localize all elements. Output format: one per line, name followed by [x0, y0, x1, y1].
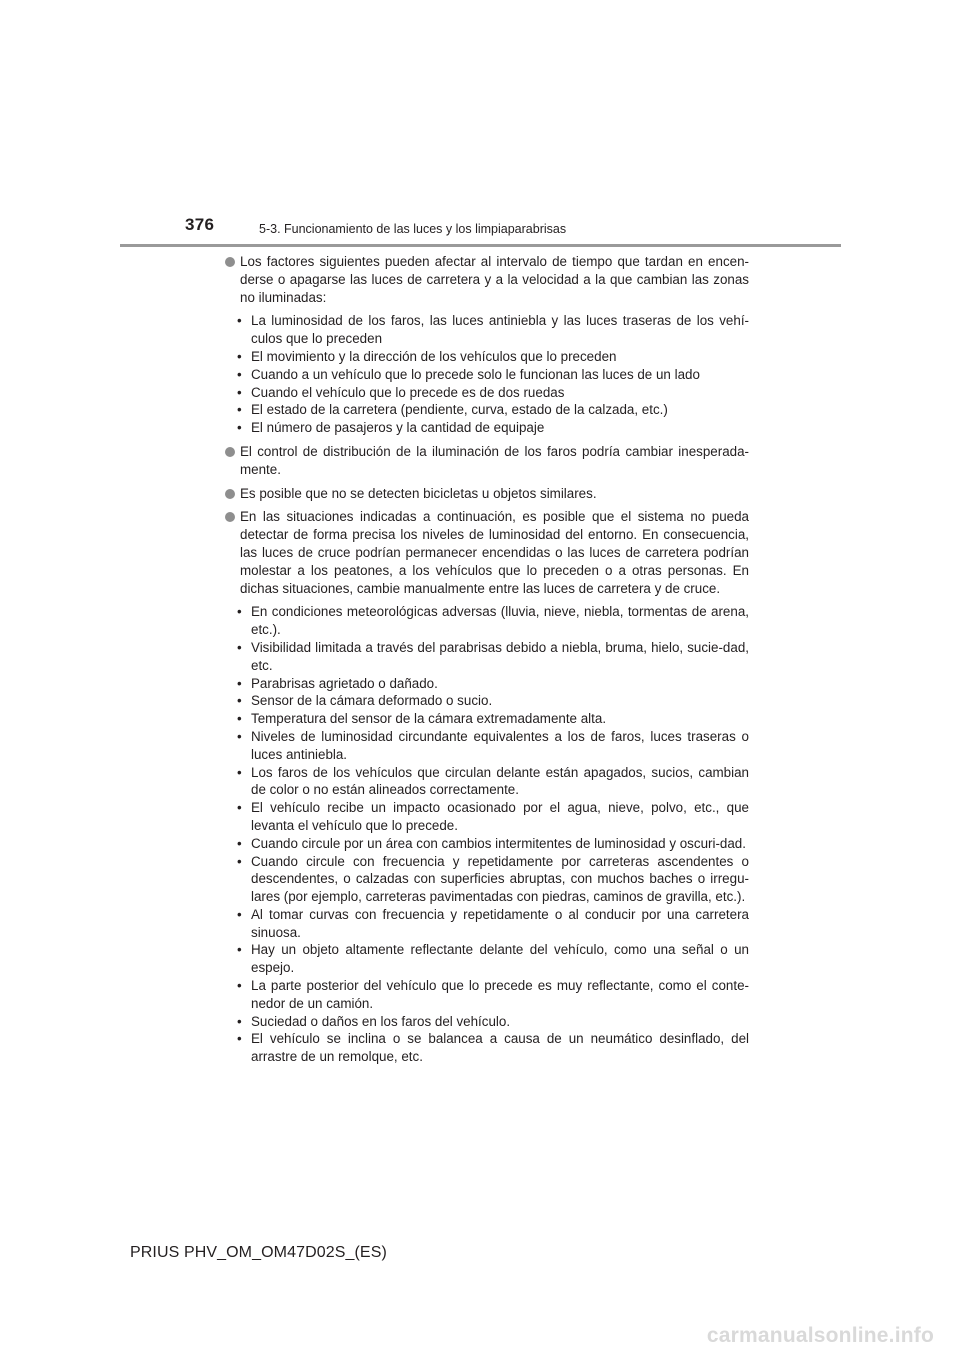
sub-list-item	[225, 603, 749, 639]
bullet-item	[225, 253, 749, 306]
sub-list	[225, 312, 749, 437]
sub-list-item	[225, 835, 749, 853]
sub-bullet-icon: •	[237, 764, 242, 780]
sub-item-text: La luminosidad de los faros, las luces antiniebla y las luces traseras de los vehí-culos que lo preceden	[251, 313, 749, 347]
bullet-text: Los factores siguientes pueden afectar al intervalo de tiempo que tardan en encen-derse o apagarse las luces de carretera y a la velocidad a la que cambian las zonas no iluminadas:	[240, 254, 749, 305]
bullet-text: Es posible que no se detecten bicicletas u objetos similares.	[240, 485, 597, 501]
sub-item-text: Suciedad o daños en los faros del vehículo.	[251, 1013, 511, 1029]
sub-list-item	[225, 692, 749, 710]
sub-item-text: Los faros de los vehículos que circulan delante están apagados, sucios, cambian de color o no están alineados correctamente.	[251, 764, 749, 798]
sub-item-text: El vehículo recibe un impacto ocasionado por el agua, nieve, polvo, etc., que levanta el vehículo que lo precede.	[251, 800, 749, 833]
bullet-text: El control de distribución de la iluminación de los faros podría cambiar inesperada-mente.	[240, 443, 749, 477]
bullet-item	[225, 485, 749, 503]
sub-item-text: Niveles de luminosidad circundante equivalentes a los de faros, luces traseras o luces antiniebla.	[251, 728, 749, 762]
sub-bullet-icon: •	[237, 402, 242, 418]
sub-bullet-icon: •	[237, 711, 242, 727]
sub-list-item	[225, 675, 749, 693]
sub-list-item	[225, 348, 749, 366]
watermark-logo: carmanualsonline.info	[706, 1324, 934, 1347]
sub-list-item	[225, 639, 749, 675]
sub-bullet-icon: •	[237, 639, 242, 655]
sub-item-text: El estado de la carretera (pendiente, curva, estado de la calzada, etc.)	[251, 402, 668, 418]
sub-item-text: La parte posterior del vehículo que lo precede es muy reflectante, como el conte-nedor de un camión.	[251, 978, 749, 1011]
sub-item-text: El movimiento y la dirección de los vehículos que lo preceden	[251, 348, 617, 364]
sub-bullet-icon: •	[237, 366, 242, 382]
sub-item-text: Cuando a un vehículo que lo precede solo le funcionan las luces de un lado	[251, 366, 700, 382]
sub-item-text: Temperatura del sensor de la cámara extremadamente alta.	[251, 711, 607, 727]
sub-list-item	[225, 728, 749, 764]
sub-list-item	[225, 419, 749, 437]
sub-item-text: En condiciones meteorológicas adversas (lluvia, nieve, niebla, tormentas de arena, etc.).	[251, 604, 749, 638]
sub-item-text: Hay un objeto altamente reflectante delante del vehículo, como una señal o un espejo.	[251, 942, 749, 976]
sub-bullet-icon: •	[237, 978, 242, 994]
sub-bullet-icon: •	[237, 800, 242, 816]
bullet-text: En las situaciones indicadas a continuación, es posible que el sistema no pueda detectar de forma precisa los niveles de luminosidad del entorno. En consecuencia, las luces de cruce podrían permanecer encendidas o las luces de carretera podrían molestar a los peatones, a los vehículos que lo preceden o a otras personas. En dichas situaciones, cambie manualmente entre las luces de carretera y de cruce.	[240, 509, 749, 596]
sub-bullet-icon: •	[237, 728, 242, 744]
sub-item-text: El vehículo se inclina o se balancea a causa de un neumático desinflado, del arrastre de un remolque, etc.	[251, 1031, 749, 1065]
sub-bullet-icon: •	[237, 313, 242, 329]
bullet-dot-icon	[225, 447, 235, 457]
sub-item-text: Al tomar curvas con frecuencia y repetidamente o al conducir por una carretera sinuosa.	[251, 906, 749, 940]
sub-bullet-icon: •	[237, 693, 242, 709]
sub-list-item	[225, 1013, 749, 1031]
document-code: PRIUS PHV_OM_OM47D02S_(ES)	[130, 1244, 387, 1261]
bullet-dot-icon	[225, 512, 235, 522]
section-title: 5-3. Funcionamiento de las luces y los limpiaparabrisas	[259, 222, 567, 236]
sub-bullet-icon: •	[237, 835, 242, 851]
sub-bullet-icon: •	[237, 1031, 242, 1047]
page-number: 376	[185, 215, 215, 234]
sub-item-text: Cuando circule con frecuencia y repetidamente por carreteras ascendentes o descendentes, o calzadas con superficies abruptas, con muchos baches o irregu-lares (por ejemplo, carreteras pavimentadas con piedras, caminos de gravilla, etc.).	[251, 853, 749, 905]
sub-bullet-icon: •	[237, 1013, 242, 1029]
sub-list	[225, 603, 749, 1066]
page-body	[225, 253, 749, 1072]
sub-item-text: Sensor de la cámara deformado o sucio.	[251, 693, 493, 709]
sub-list-item	[225, 384, 749, 402]
sub-list-item	[225, 977, 749, 1013]
sub-list-item	[225, 764, 749, 800]
sub-bullet-icon: •	[237, 420, 242, 436]
sub-bullet-icon: •	[237, 348, 242, 364]
sub-item-text: Cuando circule por un área con cambios intermitentes de luminosidad y oscuri-dad.	[251, 835, 746, 851]
sub-list-item	[225, 906, 749, 942]
sub-list-item	[225, 853, 749, 906]
sub-list-item	[225, 799, 749, 835]
sub-item-text: Parabrisas agrietado o dañado.	[251, 675, 438, 691]
header-divider	[120, 244, 841, 247]
sub-bullet-icon: •	[237, 942, 242, 958]
sub-item-text: Cuando el vehículo que lo precede es de dos ruedas	[251, 384, 565, 400]
sub-bullet-icon: •	[237, 604, 242, 620]
sub-list-item	[225, 366, 749, 384]
sub-bullet-icon: •	[237, 853, 242, 869]
sub-bullet-icon: •	[237, 384, 242, 400]
bullet-dot-icon	[225, 489, 235, 499]
sub-list-item	[225, 710, 749, 728]
bullet-item	[225, 443, 749, 479]
bullet-item	[225, 508, 749, 597]
sub-list-item	[225, 941, 749, 977]
sub-list-item	[225, 401, 749, 419]
bullet-dot-icon	[225, 257, 235, 267]
sub-list-item	[225, 1030, 749, 1066]
sub-bullet-icon: •	[237, 675, 242, 691]
sub-item-text: El número de pasajeros y la cantidad de equipaje	[251, 420, 545, 436]
sub-bullet-icon: •	[237, 906, 242, 922]
sub-item-text: Visibilidad limitada a través del parabrisas debido a niebla, bruma, hielo, sucie-dad, etc.	[251, 639, 749, 673]
sub-list-item	[225, 312, 749, 348]
